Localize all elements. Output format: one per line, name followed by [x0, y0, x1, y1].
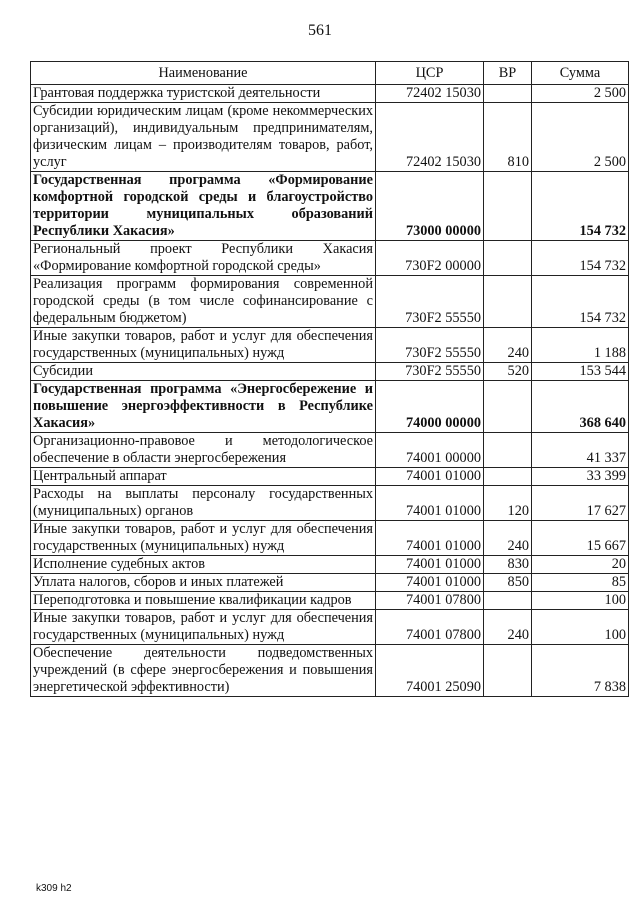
row-sum: 100 — [532, 592, 629, 610]
row-vr: 850 — [484, 574, 532, 592]
row-name: Расходы на выплаты персоналу государственных (муниципальных) органов — [31, 486, 376, 521]
row-name: Государственная программа «Формирование комфортной городской среды и благоустройство территории муниципальных образований Республики Хакасия» — [31, 172, 376, 241]
table-row — [31, 574, 629, 592]
row-csr: 72402 15030 — [376, 103, 484, 172]
header-vr: ВР — [484, 62, 532, 85]
row-csr: 74001 01000 — [376, 521, 484, 556]
footer-code: k309 h2 — [36, 883, 72, 894]
table-row — [31, 328, 629, 363]
row-vr: 830 — [484, 556, 532, 574]
row-vr: 810 — [484, 103, 532, 172]
table-row — [31, 645, 629, 697]
row-vr: 240 — [484, 610, 532, 645]
row-csr: 730F2 55550 — [376, 328, 484, 363]
row-sum: 20 — [532, 556, 629, 574]
row-name: Исполнение судебных актов — [31, 556, 376, 574]
table-row — [31, 433, 629, 468]
row-name: Организационно-правовое и методологическое обеспечение в области энергосбережения — [31, 433, 376, 468]
budget-table — [30, 61, 629, 697]
row-vr: 240 — [484, 328, 532, 363]
row-sum: 85 — [532, 574, 629, 592]
table-row — [31, 172, 629, 241]
table-row — [31, 85, 629, 103]
row-sum: 17 627 — [532, 486, 629, 521]
row-vr — [484, 276, 532, 328]
row-csr: 730F2 00000 — [376, 241, 484, 276]
row-sum: 154 732 — [532, 276, 629, 328]
row-csr: 74001 01000 — [376, 468, 484, 486]
row-csr: 74001 25090 — [376, 645, 484, 697]
row-name: Переподготовка и повышение квалификации кадров — [31, 592, 376, 610]
row-vr: 240 — [484, 521, 532, 556]
row-vr — [484, 241, 532, 276]
row-name: Реализация программ формирования современной городской среды (в том числе софинансирование с федеральным бюджетом) — [31, 276, 376, 328]
row-csr: 74001 00000 — [376, 433, 484, 468]
row-name: Обеспечение деятельности подведомственных учреждений (в сфере энергосбережения и повышения энергетической эффективности) — [31, 645, 376, 697]
row-csr: 74001 01000 — [376, 556, 484, 574]
table-row — [31, 486, 629, 521]
row-csr: 74001 07800 — [376, 610, 484, 645]
row-sum: 41 337 — [532, 433, 629, 468]
row-sum: 1 188 — [532, 328, 629, 363]
header-sum: Сумма — [532, 62, 629, 85]
table-row — [31, 103, 629, 172]
row-sum: 2 500 — [532, 85, 629, 103]
row-sum: 15 667 — [532, 521, 629, 556]
row-name: Центральный аппарат — [31, 468, 376, 486]
row-vr — [484, 592, 532, 610]
row-csr: 74001 01000 — [376, 574, 484, 592]
table-row — [31, 241, 629, 276]
row-sum: 2 500 — [532, 103, 629, 172]
row-vr — [484, 645, 532, 697]
row-sum: 154 732 — [532, 172, 629, 241]
table-row — [31, 381, 629, 433]
row-name: Уплата налогов, сборов и иных платежей — [31, 574, 376, 592]
table-row — [31, 521, 629, 556]
row-csr: 74001 07800 — [376, 592, 484, 610]
row-name: Субсидии юридическим лицам (кроме некоммерческих организаций), индивидуальным предпринимателям, физическим лицам – производителям товаров, работ, услуг — [31, 103, 376, 172]
row-sum: 368 640 — [532, 381, 629, 433]
page-number: 561 — [308, 22, 332, 39]
table-row — [31, 610, 629, 645]
table-row — [31, 592, 629, 610]
row-sum: 100 — [532, 610, 629, 645]
row-sum: 33 399 — [532, 468, 629, 486]
row-csr: 74001 01000 — [376, 486, 484, 521]
row-name: Государственная программа «Энергосбережение и повышение энергоэффективности в Республике Хакасия» — [31, 381, 376, 433]
header-name: Наименование — [31, 62, 376, 85]
table-row — [31, 556, 629, 574]
table-row — [31, 276, 629, 328]
row-vr: 520 — [484, 363, 532, 381]
row-name: Иные закупки товаров, работ и услуг для обеспечения государственных (муниципальных) нужд — [31, 521, 376, 556]
header-csr: ЦСР — [376, 62, 484, 85]
table-body — [31, 85, 629, 697]
row-name: Региональный проект Республики Хакасия «Формирование комфортной городской среды» — [31, 241, 376, 276]
row-vr — [484, 172, 532, 241]
row-name: Субсидии — [31, 363, 376, 381]
row-csr: 74000 00000 — [376, 381, 484, 433]
row-name: Грантовая поддержка туристской деятельности — [31, 85, 376, 103]
row-vr — [484, 433, 532, 468]
row-csr: 730F2 55550 — [376, 363, 484, 381]
row-sum: 153 544 — [532, 363, 629, 381]
row-sum: 154 732 — [532, 241, 629, 276]
row-vr — [484, 381, 532, 433]
row-csr: 73000 00000 — [376, 172, 484, 241]
row-csr: 730F2 55550 — [376, 276, 484, 328]
table-header-row — [31, 62, 629, 85]
row-sum: 7 838 — [532, 645, 629, 697]
table-row — [31, 468, 629, 486]
row-vr — [484, 468, 532, 486]
row-name: Иные закупки товаров, работ и услуг для обеспечения государственных (муниципальных) нужд — [31, 328, 376, 363]
table-row — [31, 363, 629, 381]
row-name: Иные закупки товаров, работ и услуг для обеспечения государственных (муниципальных) нужд — [31, 610, 376, 645]
row-vr: 120 — [484, 486, 532, 521]
row-vr — [484, 85, 532, 103]
row-csr: 72402 15030 — [376, 85, 484, 103]
